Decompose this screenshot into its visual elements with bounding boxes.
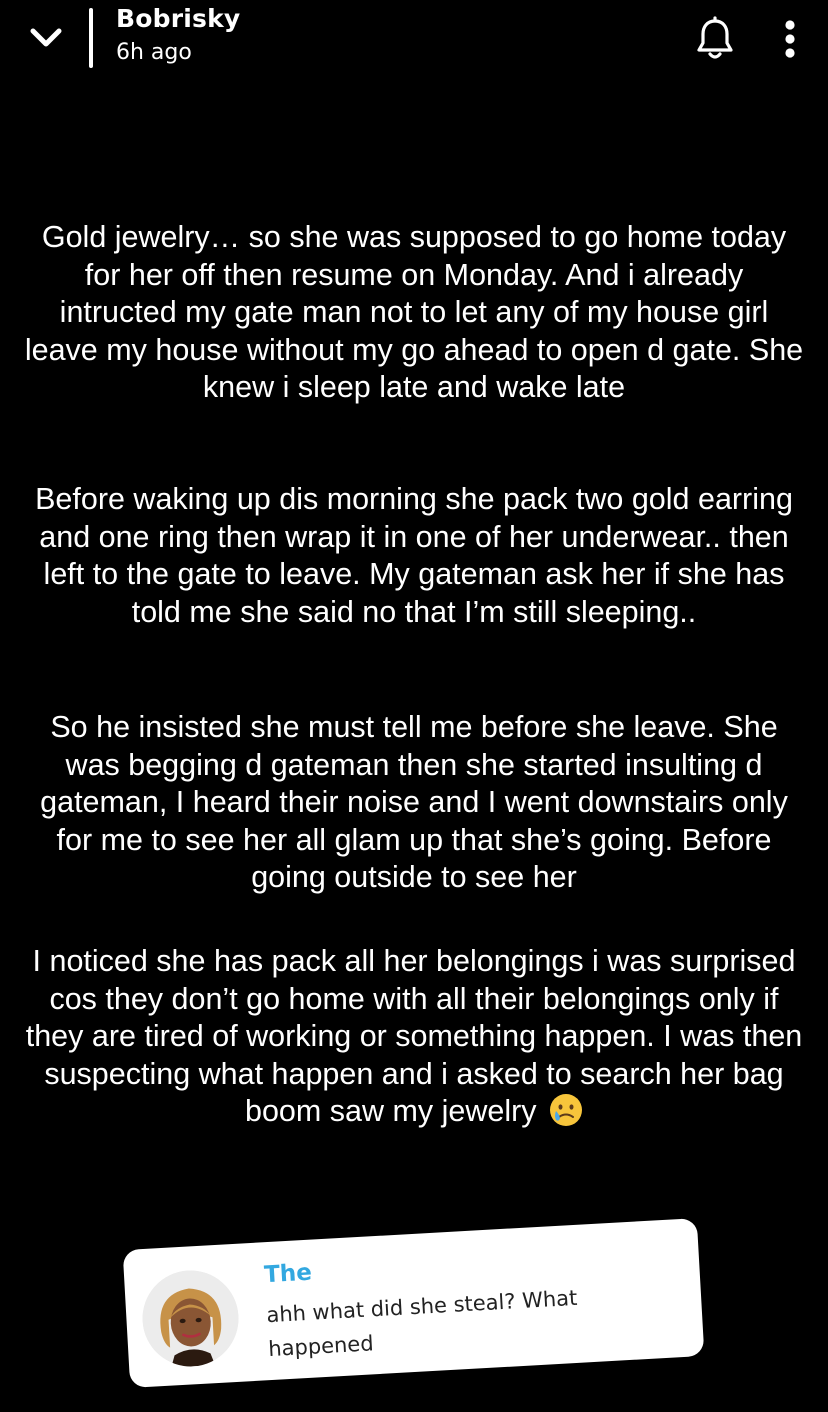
reply-sender-name: The xyxy=(263,1259,313,1289)
story-paragraph-with-emoji xyxy=(24,943,804,1131)
story-paragraph: Before waking up dis morning she pack two gold earring and one ring then wrap it in one of her underwear.. then left to the gate to leave. My gateman ask her if she has told me she said no that I’m still sleeping.. xyxy=(35,482,793,629)
back-button[interactable] xyxy=(22,18,70,58)
crying-face-emoji-icon xyxy=(549,1093,583,1127)
notification-button[interactable] xyxy=(692,14,738,62)
reply-message: ahh what did she steal? What happened xyxy=(265,1285,578,1362)
bell-icon xyxy=(695,16,735,60)
story-username[interactable]: Bobrisky xyxy=(116,4,241,33)
header-divider xyxy=(89,8,93,68)
story-paragraph-text: I noticed she has pack all her belongings i was surprised cos they don’t go home with all their belongings only if they are tired of working or something happen. I was then suspecting what happen and i asked to search her bag boom saw my jewelry xyxy=(25,944,803,1129)
reply-card[interactable] xyxy=(123,1218,705,1388)
story-paragraph: Gold jewelry… so she was supposed to go home today for her off then resume on Monday. And i already intructed my gate man not to let any of my house girl leave my house without my go ahead to open d gate. She knew i sleep late and wake late xyxy=(24,220,804,405)
story-timestamp: 6h ago xyxy=(116,40,192,65)
avatar[interactable] xyxy=(140,1268,241,1369)
more-vertical-icon xyxy=(784,19,796,59)
more-options-button[interactable] xyxy=(772,14,808,64)
story-header xyxy=(0,0,828,90)
bitmoji-avatar-icon xyxy=(140,1268,241,1369)
story-paragraph: So he insisted she must tell me before she leave. She was begging d gateman then she started insulting d gateman, I heard their noise and I went downstairs only for me to see her all glam up that she’s going. Before going outside to see her xyxy=(40,710,788,895)
chevron-down-icon xyxy=(29,27,63,49)
